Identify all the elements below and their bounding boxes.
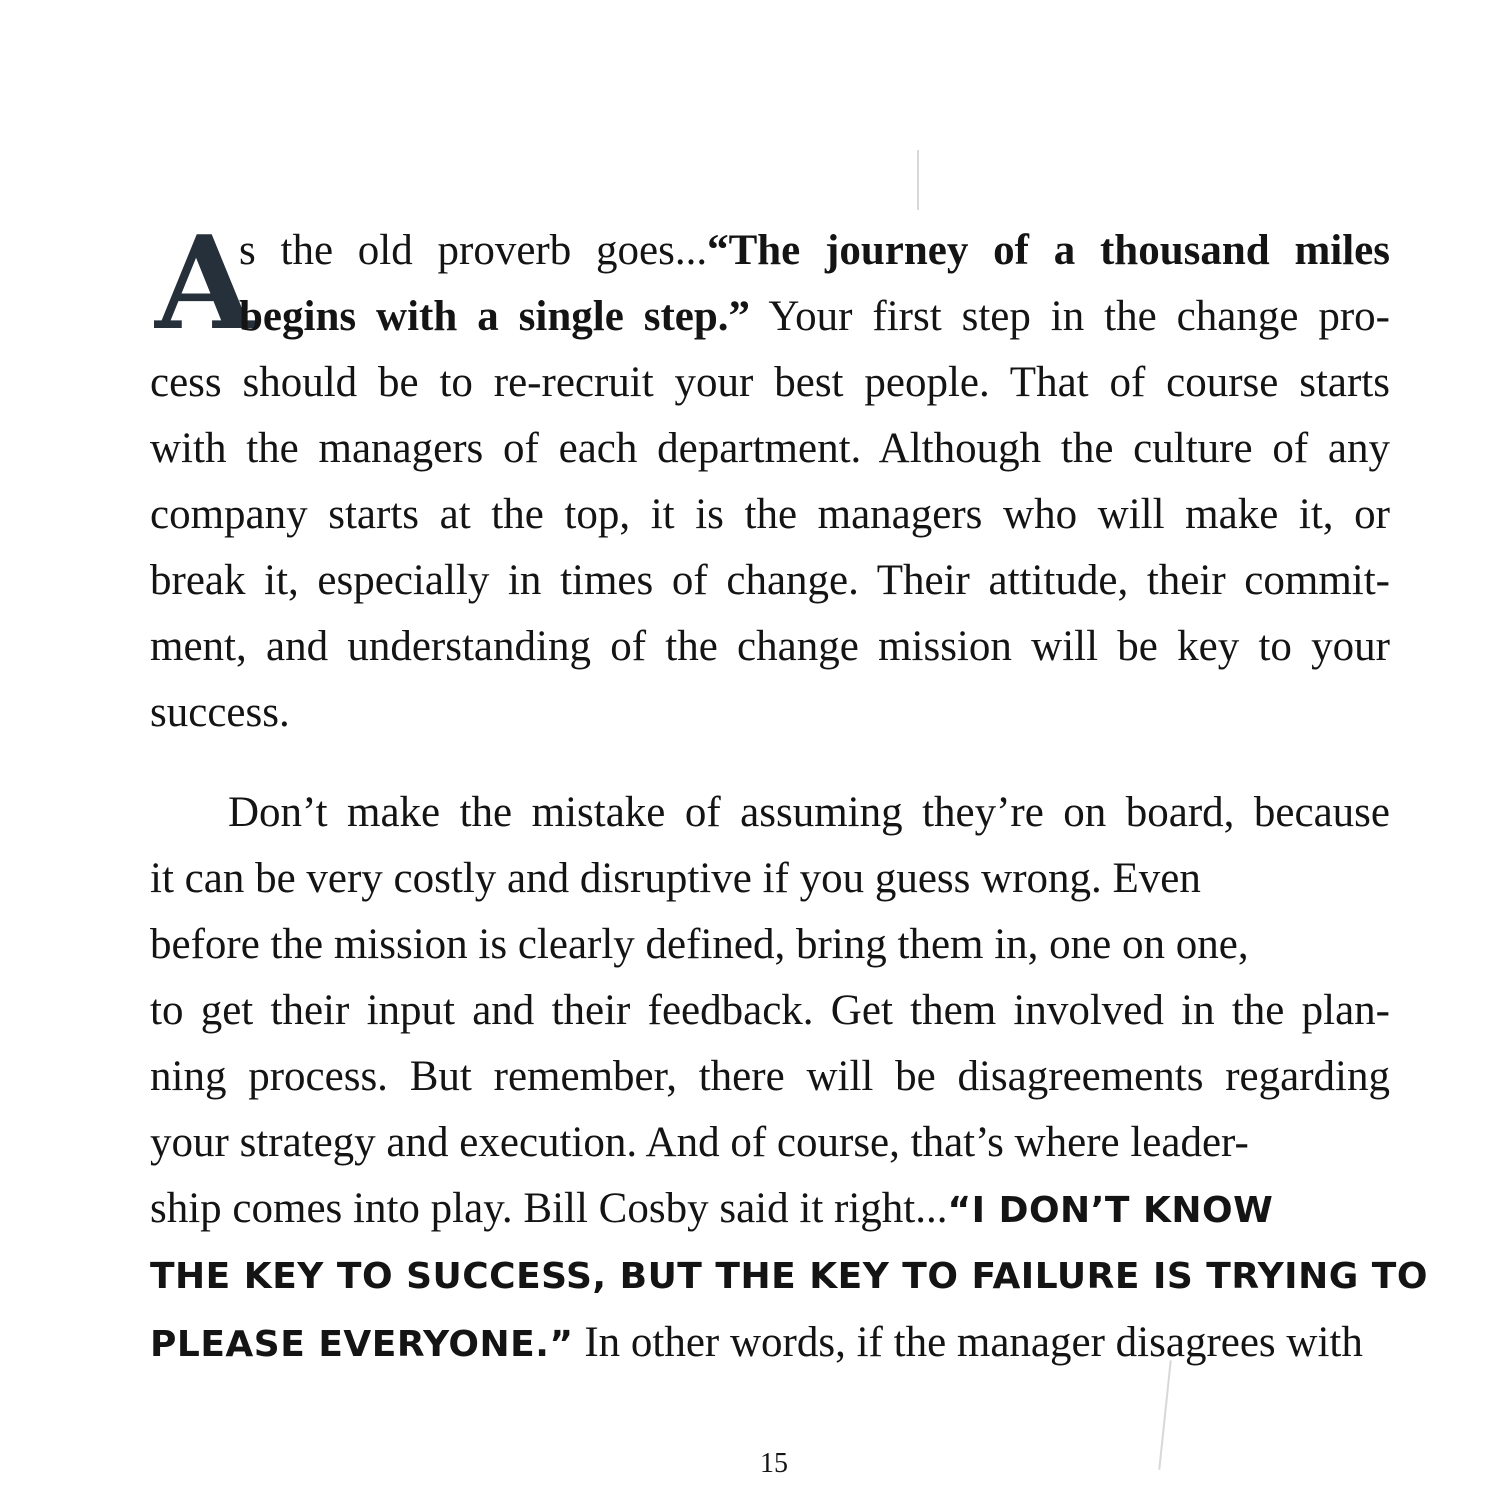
page-number: 15 xyxy=(760,1448,788,1479)
paragraph-1-line-4: with the managers of each department. Although the culture of any xyxy=(150,425,1390,472)
paragraph-1-line-6: break it, especially in times of change. Their attitude, their commit- xyxy=(150,557,1390,604)
paragraph-2-line-3: before the mission is clearly defined, bring them in, one on one, xyxy=(150,921,1249,968)
paragraph-1-line-8: success. xyxy=(150,689,290,736)
cosby-quote-start: “I DON’T KNOW xyxy=(947,1190,1274,1231)
cosby-quote-middle: THE KEY TO SUCCESS, BUT THE KEY TO FAILURE IS TRYING TO xyxy=(150,1256,1428,1297)
paragraph-2-line-4: to get their input and their feedback. Get them involved in the plan- xyxy=(150,987,1390,1034)
paragraph-2-line-2: it can be very costly and disruptive if you guess wrong. Even xyxy=(150,855,1201,902)
drop-cap: A xyxy=(155,209,255,359)
cosby-quote-end: PLEASE EVERYONE.” xyxy=(150,1324,574,1365)
paragraph-2-line-1: Don’t make the mistake of assuming they’re on board, because xyxy=(228,789,1390,836)
paragraph-1-line-1: s the old proverb goes...“The journey of a thousand miles xyxy=(239,227,1390,274)
paragraph-2-line-7: ship comes into play. Bill Cosby said it right...“I DON’T KNOW xyxy=(150,1185,1274,1232)
paragraph-1-line-7: ment, and understanding of the change mission will be key to your xyxy=(150,623,1390,670)
proverb-quote-end: begins with a single step.” xyxy=(239,293,751,340)
paragraph-1-line-2: begins with a single step.” Your first step in the change pro- xyxy=(239,293,1390,340)
paragraph-1-line-5: company starts at the top, it is the managers who will make it, or xyxy=(150,491,1390,538)
paragraph-2-line-6: your strategy and execution. And of course, that’s where leader- xyxy=(150,1119,1249,1166)
scan-mark xyxy=(917,150,919,210)
paragraph-2 xyxy=(150,780,1428,1378)
proverb-quote-start: “The journey of a thousand miles xyxy=(707,227,1390,274)
paragraph-1 xyxy=(150,209,1390,746)
paragraph-2-line-9: PLEASE EVERYONE.” In other words, if the manager disagrees with xyxy=(150,1319,1363,1366)
paragraph-2-line-5: ning process. But remember, there will be disagreements regarding xyxy=(150,1053,1390,1100)
paragraph-1-line-3: cess should be to re-recruit your best people. That of course starts xyxy=(150,359,1390,406)
